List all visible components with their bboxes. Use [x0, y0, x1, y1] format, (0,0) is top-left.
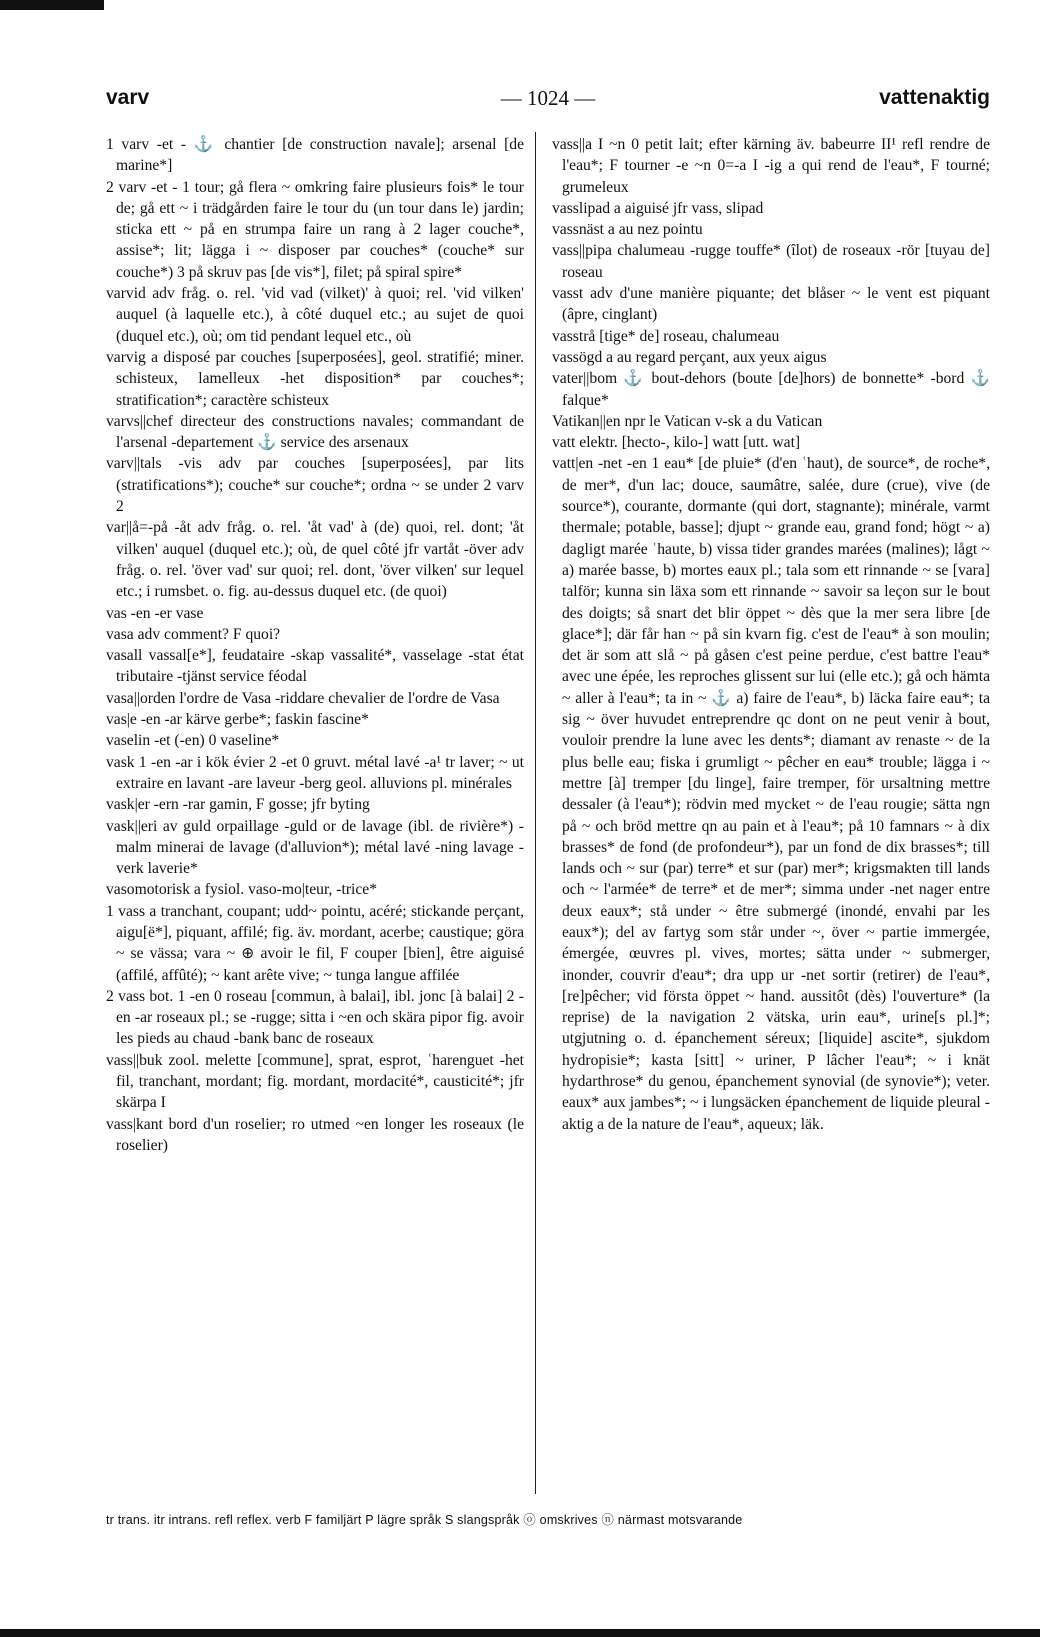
dictionary-entry: vasall vassal[e*], feudataire -skap vassalité*, vasselage -stat état tributaire -tjänst service féodal [106, 647, 524, 686]
dictionary-entry: vass|kant bord d'un roselier; ro utmed ~en longer les roseaux (le roselier) [106, 1115, 524, 1154]
dictionary-entry: varvs||chef directeur des constructions navales; commandant de l'arsenal -departement ⚓ service des arsenaux [106, 412, 524, 452]
dictionary-entry: vassnäst a au nez pointu [552, 221, 703, 239]
page-number: — 1024 — [500, 86, 596, 110]
dictionary-entry: vas -en -er vase [106, 604, 204, 622]
dictionary-entry: vasa adv comment? F quoi? [106, 625, 281, 643]
dictionary-entry: vass||a I ~n 0 petit lait; efter kärning äv. babeurre II¹ refl rendre de l'eau*; F tourner -e ~n 0=-a I -ig a qui rend de l'eau*, F tourné; grumeleux [552, 136, 990, 196]
dictionary-entry: varvid adv fråg. o. rel. 'vid vad (vilket)' à quoi; rel. 'vid vilken' auquel (à laquelle etc.), à côté duquel etc.; au sujet de quoi (duquel etc.), où; om tid pendant lequel etc., où [106, 285, 524, 345]
dictionary-entry: 1 varv -et - ⚓ chantier [de construction navale]; arsenal [de marine*] [106, 136, 524, 175]
dictionary-entry: var||å=-på -åt adv fråg. o. rel. 'åt vad' à (de) quoi, rel. dont; 'åt vilken' auquel (duquel etc.); où, de quel côté jfr vartåt -över adv fråg. o. rel. 'över vad' sur quoi; rel. dont, 'över vilken' sur lequel etc.; i rumsbet. o. fig. au-dessus duquel etc. (de quoi) [106, 519, 524, 601]
abbreviation-legend-footer: tr trans. itr intrans. refl reflex. verb F familjärt P lägre språk S slangspråk ⓞ omskrives ⓝ närmast motsvarande [106, 1513, 743, 1527]
scan-border-bottom [0, 1629, 1040, 1637]
dictionary-entry: 2 vass bot. 1 -en 0 roseau [commun, à balai], ibl. jonc [à balai] 2 -en -ar roseaux pl.; se -rugge; sitta i ~en och skära pipor fig. avoir les pieds au chaud -bank banc de roseaux [106, 987, 524, 1048]
dictionary-entry: varvig a disposé par couches [superposées], geol. stratifié; miner. schisteux, lamelleux -het disposition* par couches*; stratification*; caractère schisteux [106, 348, 524, 409]
column-divider [535, 132, 536, 1494]
scan-border-corner [0, 0, 104, 10]
dictionary-entry: vass||buk zool. melette [commune], sprat, esprot, ʿharenguet -het fil, tranchant, mordant; fig. mordant, mordacité*, causticité*; jfr skärpa I [106, 1051, 524, 1112]
dictionary-entry: vaselin -et (-en) 0 vaseline* [106, 732, 280, 750]
dictionary-entry: vasstrå [tige* de] roseau, chalumeau [552, 327, 780, 345]
dictionary-entry: vater||bom ⚓ bout-dehors (boute [de]hors) de bonnette* -bord ⚓ falque* [552, 370, 990, 409]
page-header [106, 86, 990, 120]
dictionary-entry: 1 vass a tranchant, coupant; udd~ pointu, acéré; stickande perçant, aigu[ë*], piquant, affilé; fig. äv. mordant, acerbe; caustique; göra ~ se vässa; vara ~ ⊕ avoir le fil, F couper [bien], être aiguisé (affilé, affûté); ~ kant arête vive; ~ tunga langue affilée [106, 902, 524, 984]
dictionary-entry: vask|er -ern -rar gamin, F gosse; jfr byting [106, 796, 370, 814]
dictionary-entry: vasomotorisk a fysiol. vaso-mo|teur, -trice* [106, 881, 377, 899]
dictionary-entry: vatt elektr. [hecto-, kilo-] watt [utt. wat] [552, 434, 801, 452]
dictionary-entry: varv||tals -vis adv par couches [superposées], par lits (stratifications*); couche* sur couche*; ordna ~ se under 2 varv 2 [106, 455, 524, 516]
dictionary-entry: vask 1 -en -ar i kök évier 2 -et 0 gruvt. métal lavé -a¹ tr laver; ~ ut extraire en lavant -are laveur -berg geol. alluvions pl. minérales [106, 753, 524, 792]
dictionary-entry: Vatikan||en npr le Vatican v-sk a du Vatican [552, 412, 823, 430]
right-column [552, 134, 990, 1135]
dictionary-entry: vassögd a au regard perçant, aux yeux aigus [552, 348, 827, 366]
left-column [106, 134, 524, 1156]
dictionary-entry: 2 varv -et - 1 tour; gå flera ~ omkring faire plusieurs fois* le tour de; gå ett ~ i trädgården faire le tour du (un tour dans le) jardin; sticka ett ~ på en strumpa faire un rang à 2 lager couche*, assise*; lit; lägga i ~ disposer par couches* (couche* sur couche*) 3 på skruv pas [de vis*], filet; på spiral spire* [106, 178, 524, 281]
dictionary-entry: vasst adv d'une manière piquante; det blåser ~ le vent est piquant (âpre, cinglant) [552, 285, 990, 324]
dictionary-entry: vas|e -en -ar kärve gerbe*; faskin fascine* [106, 711, 369, 729]
header-right-guide-word: vattenaktig [879, 86, 990, 109]
dictionary-entry: vask||eri av guld orpaillage -guld or de lavage (ibl. de rivière*) -malm minerai de lavage (d'alluvion*); métal lavé -ning lavage -verk laverie* [106, 817, 524, 878]
dictionary-entry: vasa||orden l'ordre de Vasa -riddare chevalier de l'ordre de Vasa [106, 689, 500, 707]
dictionary-entry: vasslipad a aiguisé jfr vass, slipad [552, 199, 764, 217]
header-left-guide-word: varv [106, 86, 150, 109]
dictionary-entry: vass||pipa chalumeau -rugge touffe* (îlot) de roseaux -rör [tuyau de] roseau [552, 242, 990, 281]
dictionary-entry: vatt|en -net -en 1 eau* [de pluie* (d'en ʿhaut), de source*, de roche*, de mer*, d'un lac; douce, saumâtre, salée, dure (crue), vive (de source*), courante, dormante (qui dort, stagnante); minérale, varmt thermale; potable, basse]; djupt ~ grande eau, grand fond; högt ~ a) dagligt marée ʿhaute, b) vissa tider grandes marées (malines); lågt ~ a) marée basse, b) mortes eaux pl.; tala som ett rinnande ~ se [vara] talför; kunna sin läxa som ett rinnande ~ savoir sa leçon sur le bout des doigts; så snart det blir öppet ~ dès que la mer sera libre [de glace*]; där får han ~ på sin kvarn fig. c'est de l'eau* à son moulin; det är som att slå ~ på gåsen c'est peine perdue, c'est battre l'eau* avec une épée, les reproches glissent sur lui (elle etc.); gå och hämta ~ aller à l'eau*; ta in ~ ⚓ a) faire de l'eau*, b) läcka faire eau*; ta sig ~ över huvudet entreprendre qc dont on ne peut venir à bout, vouloir prendre la lune avec les dents*; diamant av renaste ~ de la plus belle eau; fiska i grumligt ~ pêcher en eau* trouble; lägga i ~ mettre [à] tremper [du linge], faire tremper, för ursaltning mettre dessaler (à l'eau*); rödvin med mycket ~ de l'eau rougie; sätta ngn på ~ och bröd mettre qn au pain et à l'eau*; på 10 famnars ~ à dix brasses* de fond (de profondeur*), par un fond de dix brasses*; till lands och ~ sur (par) terre* et sur (par) mer*; krigsmakten till lands och ~ l'armée* de terre* et de mer*; simma under -net nager entre deux eaux*; stå under ~ être submergé (inondé, envahi par les eaux*); del av fartyg som står under ~, över ~ partie immergée, émergée, œuvres pl. vives, mortes; sätta under ~ submerger, inonder, couvrir d'eau*; dra upp ur -net sortir (retirer) de l'eau*, [re]pêcher; vid första öppet ~ hand. aussitôt (dès) l'ouverture* (la reprise) de la navigation 2 vätska, urin eau*, urine[s pl.]*; utgjutning o. d. épanchement séreux; [liquide] ascite*, sjukdom hydropisie*; kasta [sitt] ~ uriner, P lâcher l'eau*; ~ i knät hydarthrose* du genou, épanchement synovial (de synovie*); veter. eaux* aux jambes*; ~ i lungsäcken épanchement de liquide pleural -aktig a de la nature de l'eau*, aqueux; läk. [552, 455, 990, 1133]
